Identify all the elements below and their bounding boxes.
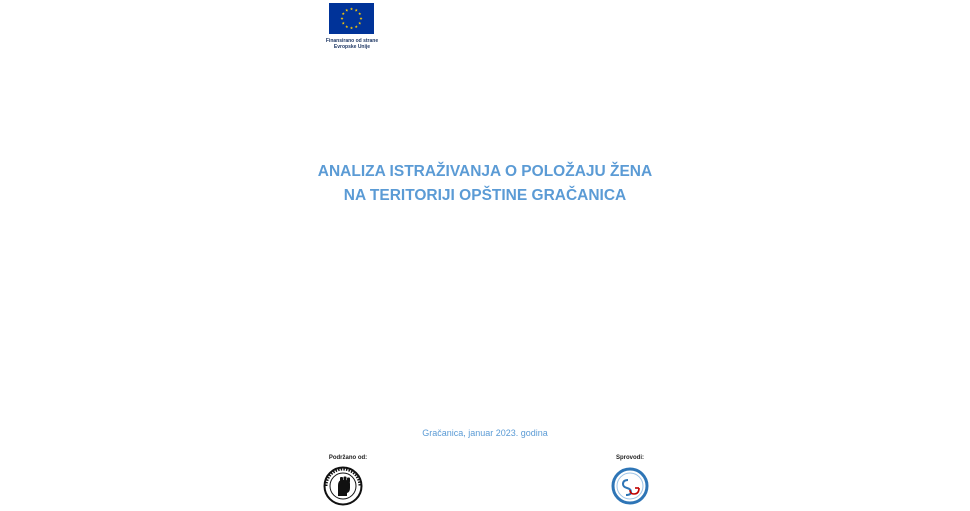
funding-caption-line1: Finansirano od strane [325, 38, 379, 44]
document-title [0, 160, 970, 208]
fist-seal-logo-icon [323, 466, 363, 506]
document-title-line1: ANALIZA ISTRAŽIVANJA O POLOŽAJU ŽENA [317, 163, 653, 180]
document-title-line2: NA TERITORIJI OPŠTINE GRAČANICA [343, 187, 627, 204]
document-date: Gračanica, januar 2023. godina [422, 428, 548, 438]
sg-ring-logo-icon [610, 466, 650, 506]
eu-flag-icon [329, 3, 374, 34]
implemented-by-label: Sprovodi: [616, 455, 644, 461]
supported-by-label: Podržano od: [328, 455, 368, 461]
funding-caption [322, 38, 382, 50]
funding-caption-line2: Evropske Unije [333, 44, 371, 50]
